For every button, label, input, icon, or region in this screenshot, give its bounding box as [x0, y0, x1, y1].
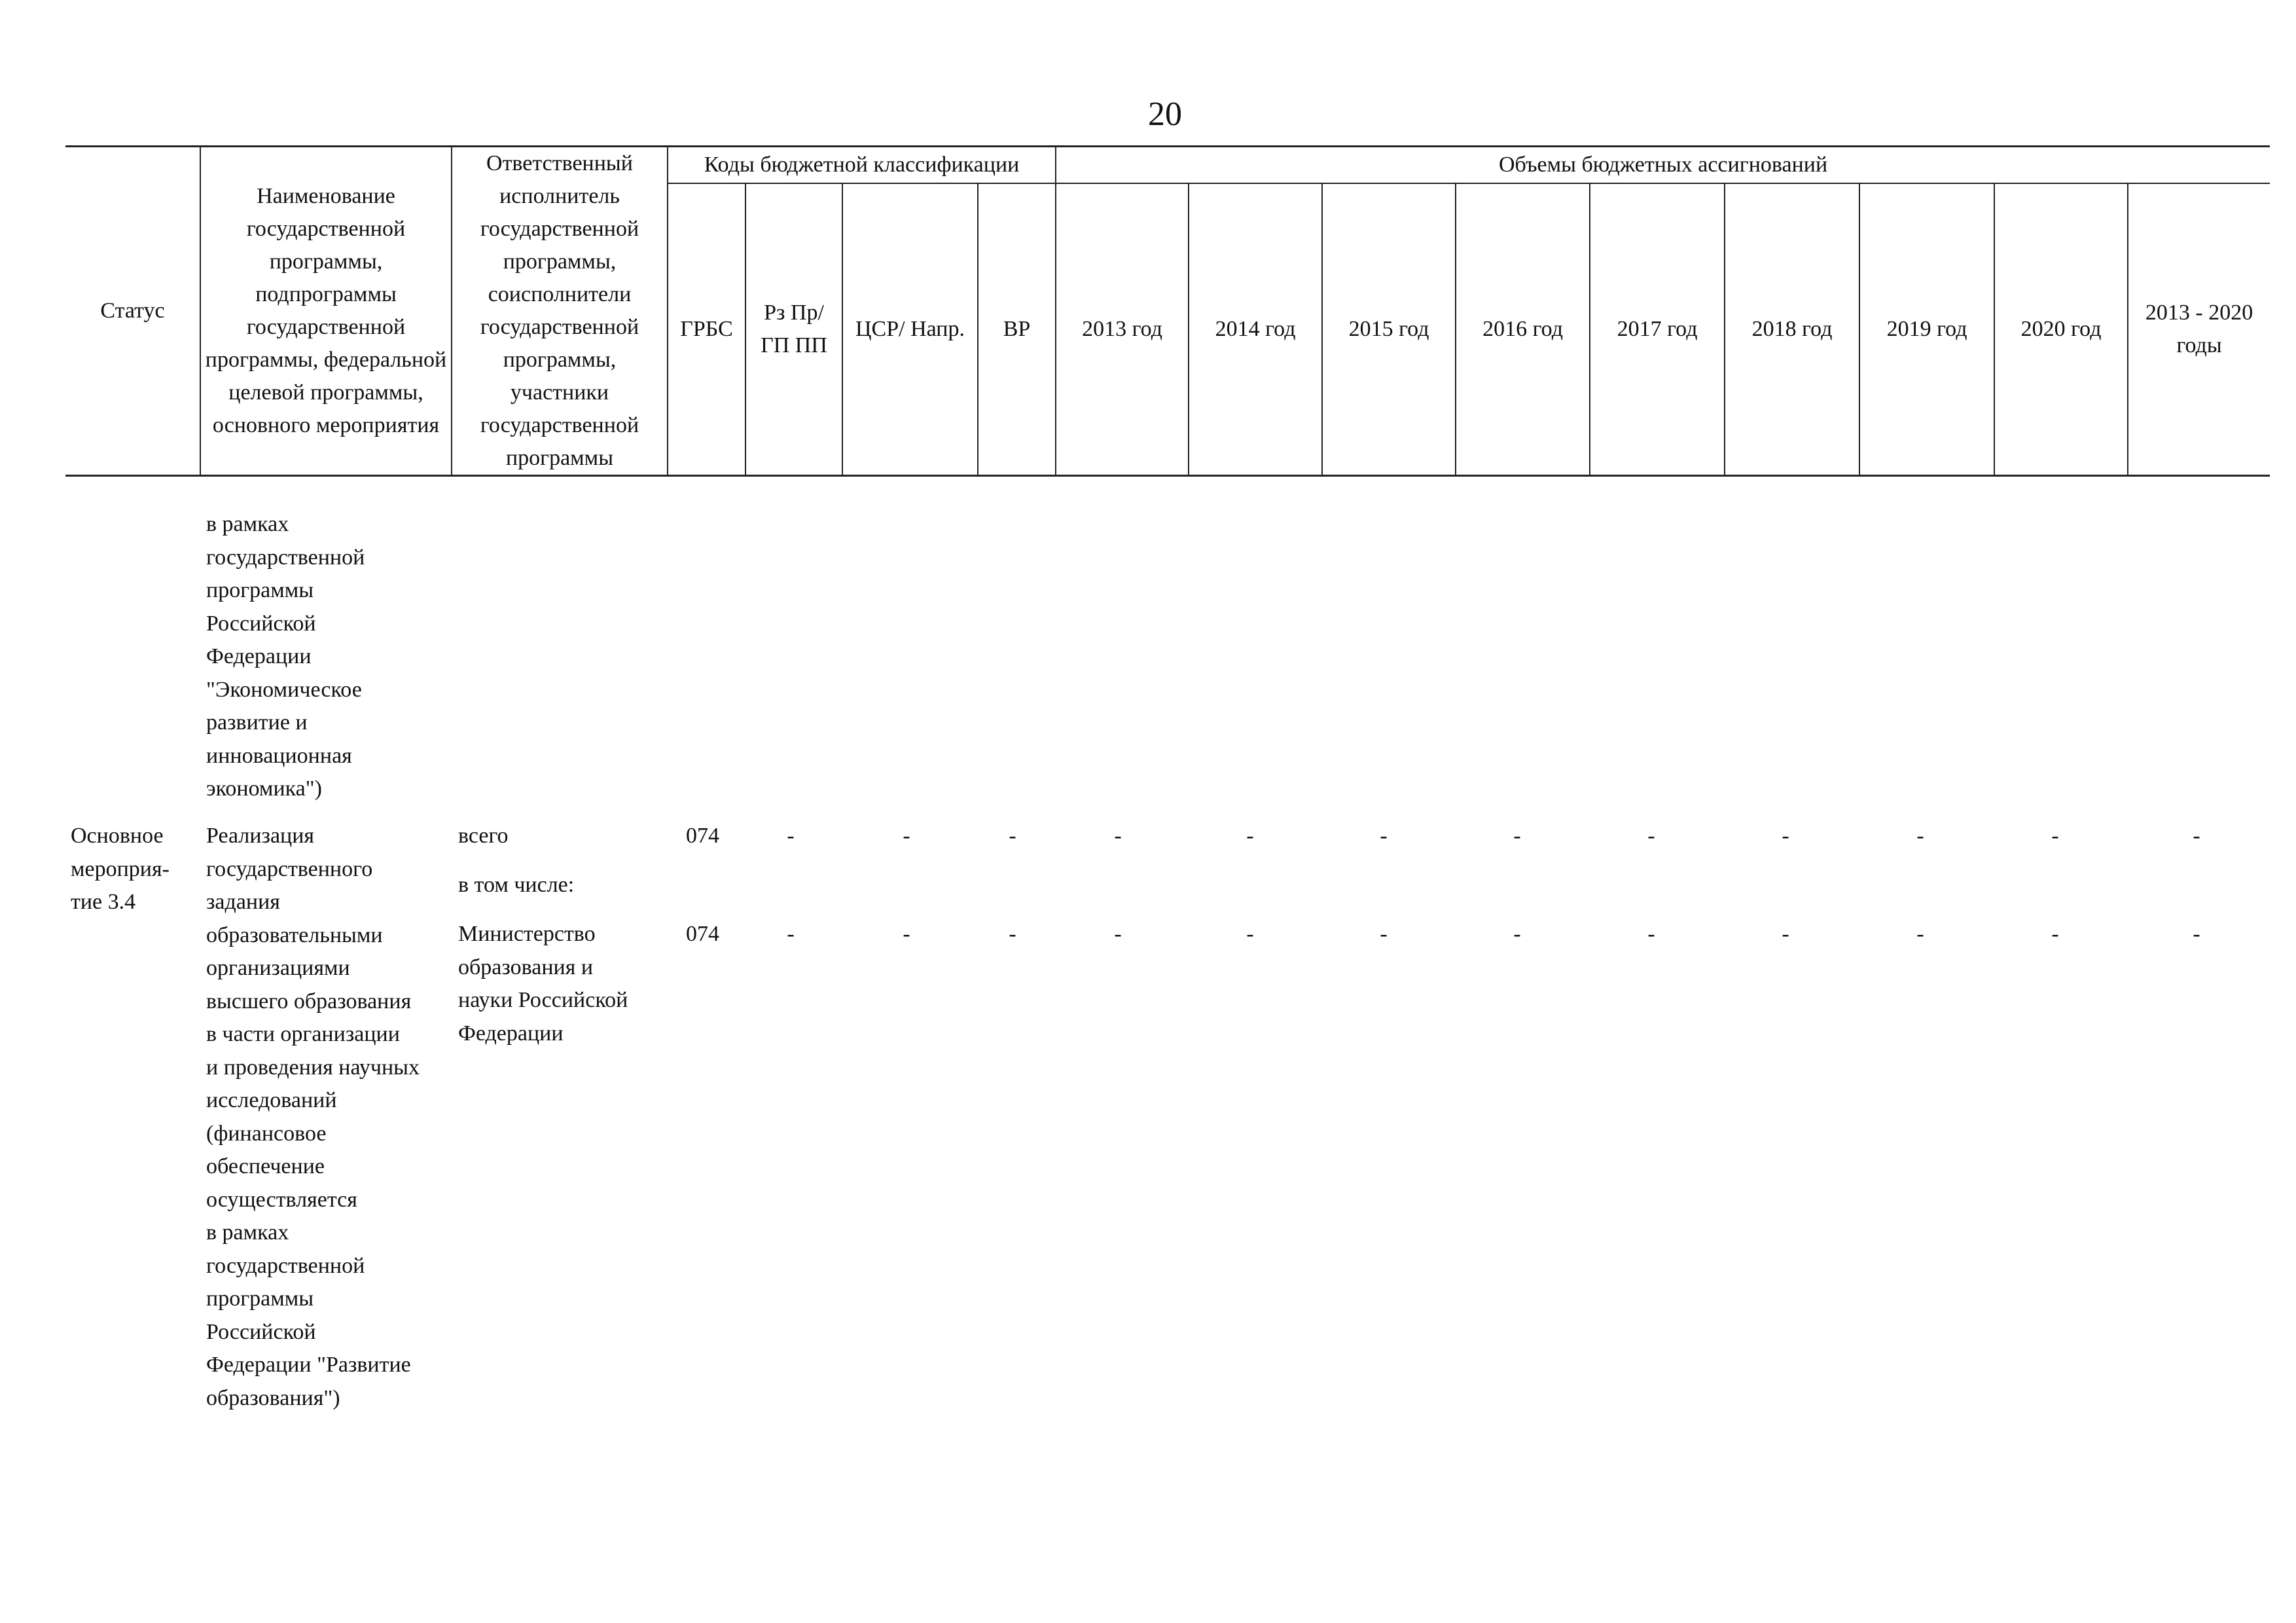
dash-total-vr: -	[1009, 824, 1016, 848]
dash-ministry-2014: -	[1246, 922, 1254, 946]
header-year-2019: 2019 год	[1859, 183, 1994, 476]
row-status: Основное мероприя- тие 3.4	[71, 824, 170, 914]
header-year-2017: 2017 год	[1590, 183, 1725, 476]
dash-ministry-rzpr: -	[787, 922, 795, 946]
dash-total-2020: -	[2051, 824, 2059, 848]
dash-total-2015: -	[1380, 824, 1388, 848]
dash-ministry-csr: -	[903, 922, 910, 946]
header-year-2018: 2018 год	[1725, 183, 1859, 476]
dash-ministry-2020: -	[2051, 922, 2059, 946]
dash-ministry-2016: -	[1513, 922, 1521, 946]
dash-total-2019: -	[1916, 824, 1924, 848]
header-year-2014: 2014 год	[1189, 183, 1322, 476]
dash-ministry-2013: -	[1114, 922, 1122, 946]
row-total-label: всего	[458, 824, 509, 848]
row-grbs-ministry: 074	[686, 922, 719, 946]
dash-total-2013: -	[1114, 824, 1122, 848]
header-year-2013: 2013 год	[1056, 183, 1189, 476]
header-budget-codes: Коды бюджетной классификации	[668, 147, 1056, 183]
header-program-name: Наименование государственной программы, подпрограммы государственной программы, федеральной целевой программы, основного мероприятия	[200, 147, 452, 476]
header-year-total: 2013 - 2020 годы	[2128, 183, 2270, 476]
dash-total-2017: -	[1647, 824, 1655, 848]
header-grbs: ГРБС	[668, 183, 745, 476]
dash-ministry-sum: -	[2193, 922, 2200, 946]
dash-ministry-2018: -	[1782, 922, 1789, 946]
row-including-label: в том числе:	[458, 873, 575, 897]
row-name: Реализация государственного задания образовательными организациями высшего образования в части организации и проведения научных исследований (финансовое обеспечение осуществляется в рамках государственной программы Российской Федерации "Развитие образования")	[206, 824, 420, 1410]
page-number: 20	[1148, 96, 1182, 133]
dash-total-csr: -	[903, 824, 910, 848]
row-grbs-total: 074	[686, 824, 719, 848]
dash-total-2018: -	[1782, 824, 1789, 848]
dash-ministry-2017: -	[1647, 922, 1655, 946]
dash-ministry-2019: -	[1916, 922, 1924, 946]
header-csr: ЦСР/ Напр.	[842, 183, 978, 476]
header-status: Статус	[65, 147, 200, 476]
header-year-2015: 2015 год	[1322, 183, 1456, 476]
dash-ministry-2015: -	[1380, 922, 1388, 946]
header-year-2016: 2016 год	[1456, 183, 1590, 476]
budget-table-header	[65, 145, 2270, 477]
header-rzpr: Рз Пр/ ГП ПП	[745, 183, 842, 476]
header-volumes: Объемы бюджетных ассигнований	[1056, 147, 2270, 183]
row-ministry: Министерство образования и науки Российской Федерации	[458, 922, 628, 1046]
dash-ministry-vr: -	[1009, 922, 1016, 946]
dash-total-sum: -	[2193, 824, 2200, 848]
dash-total-rzpr: -	[787, 824, 795, 848]
continuation-name: в рамках государственной программы Российской Федерации "Экономическое развитие и инновационная экономика")	[206, 512, 365, 801]
header-vr: ВР	[978, 183, 1056, 476]
dash-total-2016: -	[1513, 824, 1521, 848]
dash-total-2014: -	[1246, 824, 1254, 848]
header-year-2020: 2020 год	[1994, 183, 2128, 476]
header-responsible: Ответственный исполнитель государственной программы, соисполнители государственной программы, участники государственной программы	[452, 147, 668, 476]
